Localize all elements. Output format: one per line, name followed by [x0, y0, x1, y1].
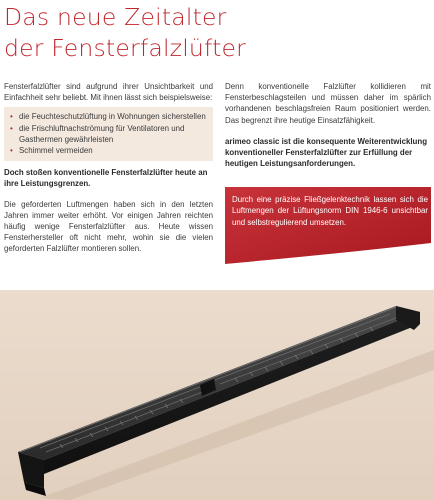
product-photo [0, 290, 434, 500]
body-paragraph: Die geforderten Luftmengen haben sich in den letzten Jahren immer weiter erhöht. Vor einigen Jahren reichten häufig wenige Fensterfalzlüfter aus. Heute wissen Fensterhersteller oft nicht mehr, wohin sie die vielen geforderten Falzlüfter montieren sollen. [4, 199, 213, 254]
title-line-2: der Fensterfalzlüfter [4, 34, 247, 62]
bullet-marker: • [10, 112, 13, 122]
title-line-1: Das neue Zeitalter [4, 3, 227, 31]
left-lead: Doch stoßen konventionelle Fensterfalzlüfter heute an ihre Leistungsgrenzen. [4, 168, 208, 189]
bullet-text: die Frischluftnachströmung für Ventilatoren und Gasthermen gewährleisten [19, 123, 185, 144]
continuation-paragraph: Denn konventionelle Falzlüfter kollidieren mit Fensterbeschlagsteilen und müssen daher im spärlich vorhandenen beschlagsfreien Raum positioniert werden. Das begrenzt ihre heutige Einsatzfähigkeit. [225, 82, 431, 125]
bullet-marker: • [10, 146, 13, 156]
right-column [225, 81, 431, 169]
bullet-item [10, 123, 209, 145]
page-title [4, 2, 424, 64]
bullet-item [10, 145, 209, 156]
left-column [4, 81, 213, 255]
bullet-text: die Feuchteschutzlüftung in Wohnungen sicherstellen [19, 112, 206, 122]
bullet-marker: • [10, 123, 13, 133]
ventilator-image [0, 290, 434, 500]
bullet-list [4, 107, 213, 161]
bullet-text: Schimmel vermeiden [19, 146, 93, 156]
callout-box [225, 187, 431, 264]
intro-paragraph: Fensterfalzlüfter sind aufgrund ihrer Unsichtbarkeit und Einfachheit sehr beliebt. Mit ihnen lässt sich beispielsweise: [4, 82, 213, 103]
callout-text: Durch eine präzise Fließgelenktechnik lassen sich die Luftmengen der Lüftungsnorm DIN 1946-6 unsichtbar und selbstregulierend umsetzen. [232, 195, 428, 227]
right-lead: arimeo classic ist die konsequente Weiterentwicklung konventioneller Fensterfalzlüfter zur Erfüllung der heutigen Leistungsanforderungen. [225, 136, 428, 169]
bullet-item [10, 111, 209, 122]
